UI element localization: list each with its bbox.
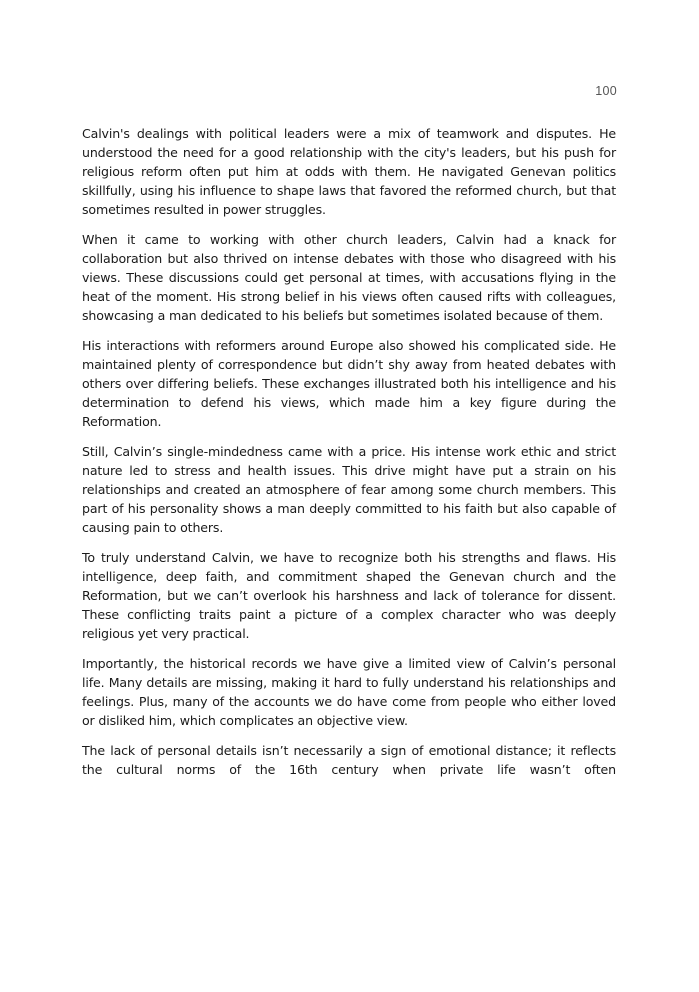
paragraph-personal-details: The lack of personal details isn’t necessarily a sign of emotional distance; it reflects the cultural norms of the 16th century when private life wasn’t often (82, 743, 616, 777)
paragraph-european-reformers: His interactions with reformers around Europe also showed his complicated side. He maintained plenty of correspondence but didn’t shy away from heated debates with others over differing beliefs. These exchanges illustrated both his intelligence and his determination to defend his views, which made him a key figure during the Reformation. (82, 338, 616, 429)
paragraph-historical-records: Importantly, the historical records we have give a limited view of Calvin’s personal life. Many details are missing, making it hard to fully understand his relationships and feelings. Plus, many of the accounts we do have come from people who either loved or disliked him, which complicates an objective view. (82, 656, 616, 728)
paragraph-church-leaders: When it came to working with other church leaders, Calvin had a knack for collaboration but also thrived on intense debates with those who disagreed with his views. These discussions could get personal at times, with accusations flying in the heat of the moment. His strong belief in his views often caused rifts with colleagues, showcasing a man dedicated to his beliefs but sometimes isolated because of them. (82, 232, 616, 323)
page-body (82, 124, 616, 790)
paragraph-single-mindedness: Still, Calvin’s single-mindedness came with a price. His intense work ethic and strict nature led to stress and health issues. This drive might have put a strain on his relationships and created an atmosphere of fear among some church members. This part of his personality shows a man deeply committed to his faith but also capable of causing pain to others. (82, 444, 616, 535)
paragraph-strengths-and-flaws: To truly understand Calvin, we have to recognize both his strengths and flaws. His intelligence, deep faith, and commitment shaped the Genevan church and the Reformation, but we can’t overlook his harshness and lack of tolerance for dissent. These conflicting traits paint a picture of a complex character who was deeply religious yet very practical. (82, 550, 616, 641)
page-number: 100 (595, 84, 617, 98)
paragraph-political-leaders: Calvin's dealings with political leaders were a mix of teamwork and disputes. He understood the need for a good relationship with the city's leaders, but his push for religious reform often put him at odds with them. He navigated Genevan politics skillfully, using his influence to shape laws that favored the reformed church, but that sometimes resulted in power struggles. (82, 126, 616, 217)
